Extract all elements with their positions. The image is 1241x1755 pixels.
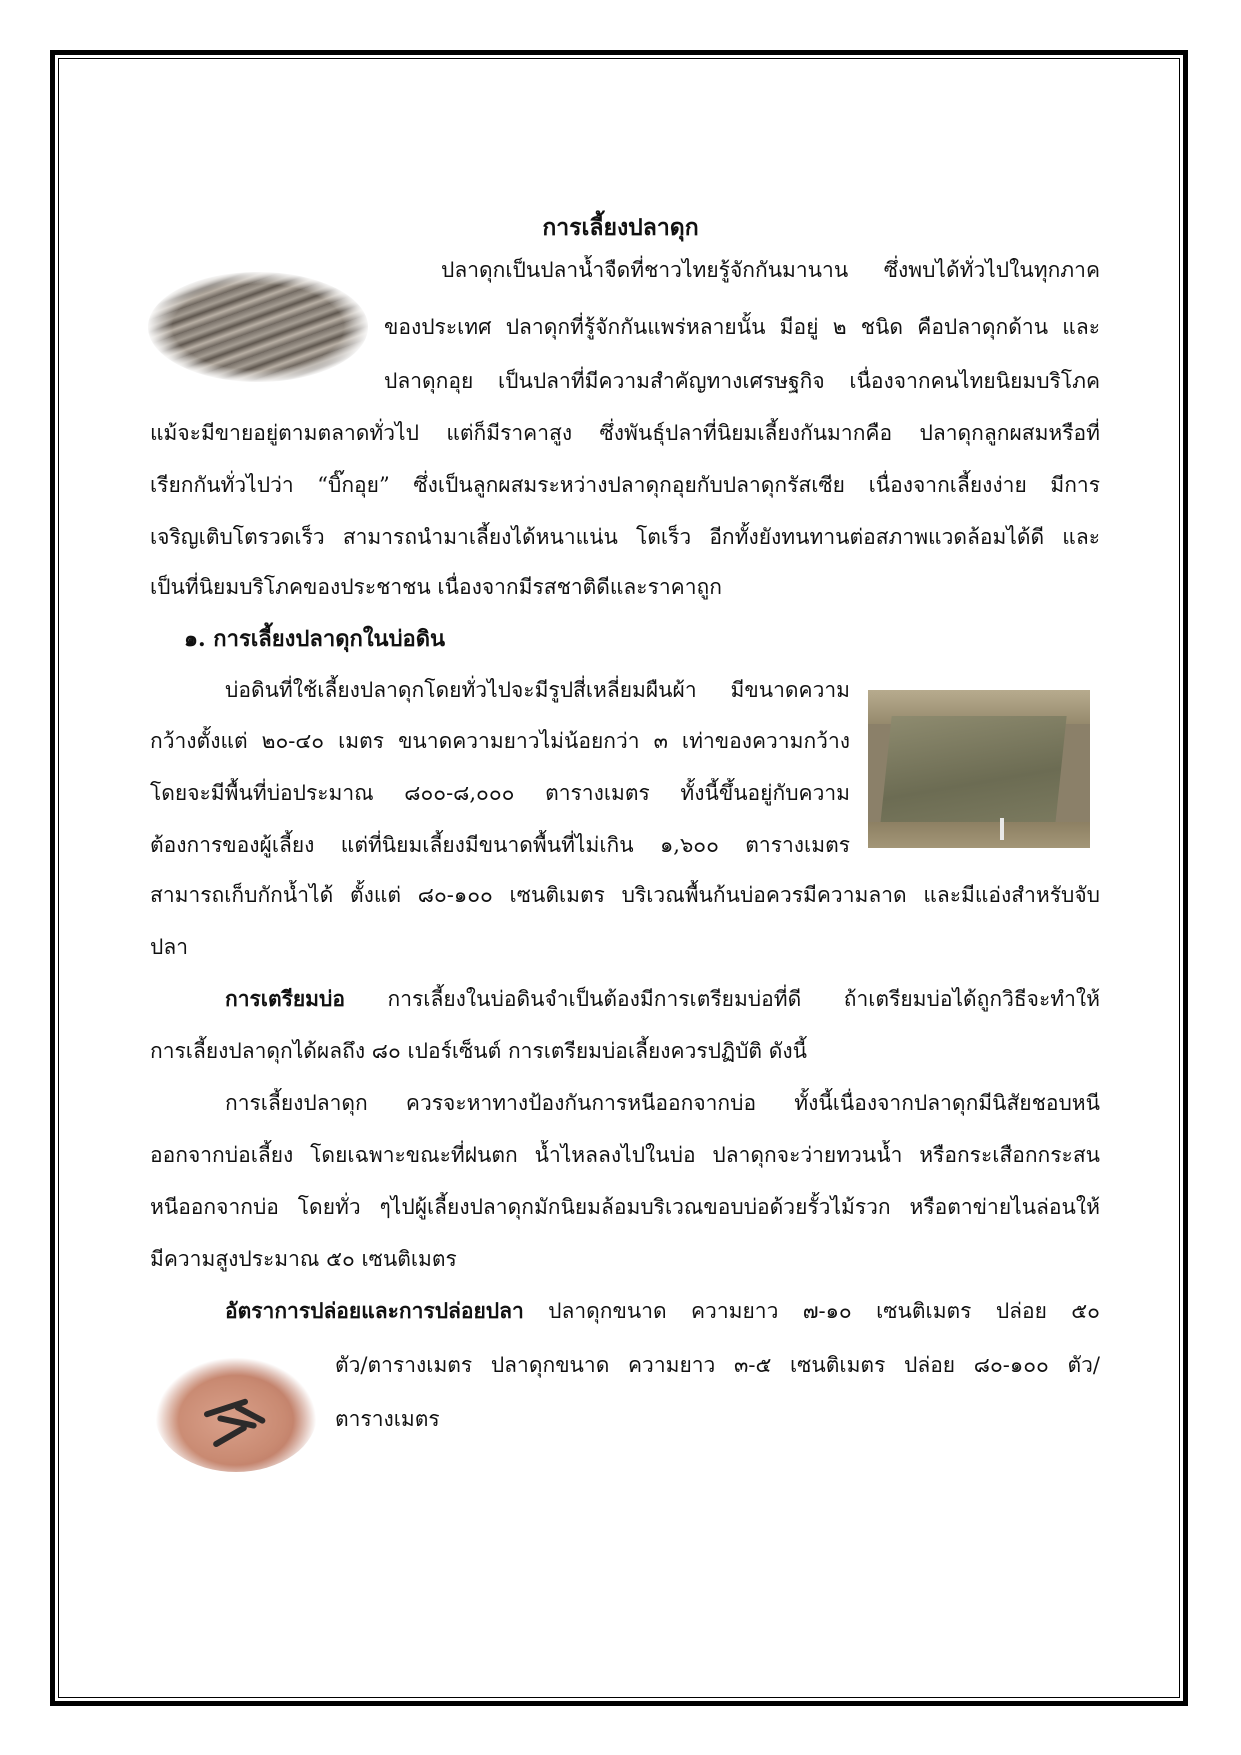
escape-line: มีความสูงประมาณ ๕๐ เซนติเมตร (150, 1247, 457, 1271)
escape-line: หนีออกจากบ่อ โดยทั่ว ๆไปผู้เลี้ยงปลาดุกมักนิยมล้อมบริเวณขอบบ่อด้วยรั้วไม้รวก หรือตาข่ายไนล่อนให้ (150, 1195, 1100, 1219)
section-line: กว้างตั้งแต่ ๒๐-๔๐ เมตร ขนาดความยาวไม่น้อยกว่า ๓ เท่าของความกว้าง (150, 729, 850, 753)
prep-line: การเลี้ยงปลาดุกได้ผลถึง ๘๐ เปอร์เซ็นต์ การเตรียมบ่อเลี้ยงควรปฏิบัติ ดังนี้ (150, 1039, 807, 1063)
pond-water (880, 716, 1066, 824)
section-line: ต้องการของผู้เลี้ยง แต่ที่นิยมเลี้ยงมีขนาดพื้นที่ไม่เกิน ๑,๖๐๐ ตารางเมตร (150, 833, 850, 857)
escape-line: การเลี้ยงปลาดุก ควรจะหาทางป้องกันการหนีออกจากบ่อ ทั้งนี้เนื่องจากปลาดุกมีนิสัยชอบหนี (225, 1091, 1100, 1115)
pond-pipe (1000, 818, 1004, 840)
stocking-label: อัตราการปล่อยและการปล่อยปลา (225, 1298, 524, 1323)
prep-label: การเตรียมบ่อ (225, 986, 345, 1011)
section-line: ปลา (150, 935, 188, 959)
intro-line: ปลาดุกอุย เป็นปลาที่มีความสำคัญทางเศรษฐกิจ เนื่องจากคนไทยนิยมบริโภค (384, 369, 1100, 393)
intro-line: เรียกกันทั่วไปว่า “บิ๊กอุย” ซึ่งเป็นลูกผสมระหว่างปลาดุกอุยกับปลาดุกรัสเซีย เนื่องจากเลี้ยงง่าย มีการ (150, 473, 1100, 497)
intro-line: เจริญเติบโตรวดเร็ว สามารถนำมาเลี้ยงได้หนาแน่น โตเร็ว อีกทั้งยังทนทานต่อสภาพแวดล้อมได้ดี และ (150, 525, 1100, 549)
escape-line: ออกจากบ่อเลี้ยง โดยเฉพาะขณะที่ฝนตก น้ำไหลลงไปในบ่อ ปลาดุกจะว่ายทวนน้ำ หรือกระเสือกกระสน (150, 1143, 1100, 1167)
pond-bank (868, 822, 1090, 848)
stocking-line: ตัว/ตารางเมตร ปลาดุกขนาด ความยาว ๓-๕ เซนติเมตร ปล่อย ๘๐-๑๐๐ ตัว/ (335, 1353, 1100, 1377)
section-line: สามารถเก็บกักน้ำได้ ตั้งแต่ ๘๐-๑๐๐ เซนติเมตร บริเวณพื้นก้นบ่อควรมีความลาด และมีแอ่งสำหรับจับ (150, 883, 1100, 907)
intro-line: ของประเทศ ปลาดุกที่รู้จักกันแพร่หลายนั้น มีอยู่ ๒ ชนิด คือปลาดุกด้าน และ (384, 315, 1100, 339)
section-line: บ่อดินที่ใช้เลี้ยงปลาดุกโดยทั่วไปจะมีรูปสี่เหลี่ยมผืนผ้า มีขนาดความ (225, 678, 850, 702)
pond-photo (868, 690, 1090, 848)
intro-line: ปลาดุกเป็นปลาน้ำจืดที่ชาวไทยรู้จักกันมานาน ซึ่งพบได้ทั่วไปในทุกภาค (441, 258, 1100, 282)
prep-text: การเลี้ยงในบ่อดินจำเป็นต้องมีการเตรียมบ่อที่ดี ถ้าเตรียมบ่อได้ถูกวิธีจะทำให้ (344, 987, 1100, 1011)
stocking-text: ปลาดุกขนาด ความยาว ๗-๑๐ เซนติเมตร ปล่อย ๕๐ (523, 1299, 1100, 1323)
catfish-photo (148, 272, 368, 382)
stocking-line (225, 1296, 1100, 1326)
stocking-line: ตารางเมตร (335, 1407, 440, 1431)
document-title: การเลี้ยงปลาดุก (542, 214, 699, 241)
intro-line: เป็นที่นิยมบริโภคของประชาชน เนื่องจากมีรสชาติดีและราคาถูก (150, 575, 722, 599)
section-line: โดยจะมีพื้นที่บ่อประมาณ ๘๐๐-๘,๐๐๐ ตารางเมตร ทั้งนี้ขึ้นอยู่กับความ (150, 781, 850, 805)
intro-line: แม้จะมีขายอยู่ตามตลาดทั่วไป แต่ก็มีราคาสูง ซึ่งพันธุ์ปลาที่นิยมเลี้ยงกันมากคือ ปลาดุกลูกผสมหรือที่ (150, 421, 1100, 445)
prep-line (225, 984, 1100, 1014)
fingerling (212, 1424, 248, 1448)
fingerlings-in-hand-photo (155, 1357, 317, 1472)
section-heading: ๑. การเลี้ยงปลาดุกในบ่อดิน (184, 626, 446, 652)
